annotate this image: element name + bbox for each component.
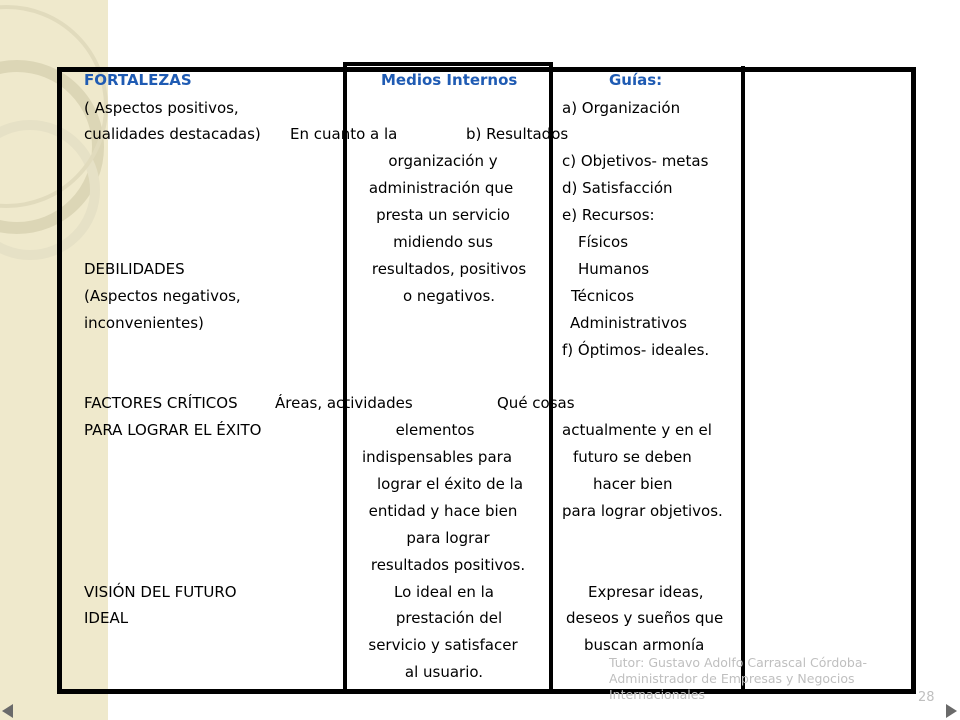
triangle-left-icon[interactable] [2, 704, 13, 718]
page-number: 28 [918, 690, 935, 705]
guide-item: b) Resultados [466, 125, 569, 143]
critical-factors-title-2: PARA LOGRAR EL ÉXITO [84, 421, 262, 439]
vision-right-line: Expresar ideas, [588, 583, 704, 601]
strengths-line-1: ( Aspectos positivos, [84, 99, 239, 117]
column-divider-3 [741, 66, 745, 689]
critical-middle-line: para lograr [406, 529, 490, 547]
critical-right-line: para lograr objetivos. [562, 502, 723, 520]
column-top-border [343, 62, 553, 66]
strengths-line-2: cualidades destacadas) [84, 125, 261, 143]
critical-middle-line: resultados positivos. [370, 556, 526, 574]
critical-factors-title-1: FACTORES CRÍTICOS [84, 394, 238, 412]
internal-means-line: administración que [368, 179, 514, 197]
critical-right-line: hacer bien [593, 475, 673, 493]
internal-means-line: o negativos. [402, 287, 496, 305]
vision-title-2: IDEAL [84, 609, 129, 627]
regarding-text: En cuanto a la [290, 125, 398, 143]
guide-item: e) Recursos: [562, 206, 655, 224]
weaknesses-title: DEBILIDADES [84, 260, 185, 278]
critical-middle-line: lograr el éxito de la [376, 475, 524, 493]
guide-item: d) Satisfacción [562, 179, 673, 197]
critical-right-line: actualmente y en el [562, 421, 712, 439]
critical-middle-line: elementos [395, 421, 475, 439]
guide-item: a) Organización [562, 99, 681, 117]
internal-means-line: organización y [388, 152, 498, 170]
critical-right-line: Qué cosas [497, 394, 575, 412]
vision-middle-line: servicio y satisfacer [368, 636, 518, 654]
internal-means-line: midiendo sus [393, 233, 493, 251]
critical-right-line: futuro se deben [573, 448, 692, 466]
internal-means-line: presta un servicio [376, 206, 510, 224]
header-strengths: FORTALEZAS [84, 71, 192, 89]
guide-item: Administrativos [570, 314, 687, 332]
weaknesses-line-2: inconvenientes) [84, 314, 204, 332]
internal-means-line: resultados, positivos [371, 260, 527, 278]
vision-middle-line: prestación del [395, 609, 503, 627]
triangle-right-icon[interactable] [946, 704, 957, 718]
guide-item: c) Objetivos- metas [562, 152, 709, 170]
header-guides: Guías: [609, 71, 663, 89]
vision-right-line: buscan armonía [584, 636, 705, 654]
footer-credit: Tutor: Gustavo Adolfo Carrascal Córdoba- Administrador de Empresas y Negocios Internacionales [609, 655, 868, 702]
critical-factors-areas: Áreas, actividades [275, 394, 413, 412]
weaknesses-line-1: (Aspectos negativos, [84, 287, 241, 305]
guide-item: f) Óptimos- ideales. [562, 341, 710, 359]
guide-item: Físicos [578, 233, 629, 251]
vision-middle-line: al usuario. [404, 663, 484, 681]
vision-title-1: VISIÓN DEL FUTURO [84, 583, 237, 601]
vision-right-line: deseos y sueños que [566, 609, 724, 627]
header-internal-means: Medios Internos [381, 71, 518, 89]
guide-item: Técnicos [571, 287, 635, 305]
column-divider-1 [343, 66, 347, 689]
vision-middle-line: Lo ideal en la [394, 583, 494, 601]
guide-item: Humanos [578, 260, 650, 278]
column-divider-2 [549, 66, 553, 689]
critical-middle-line: entidad y hace bien [368, 502, 518, 520]
critical-middle-line: indispensables para [361, 448, 513, 466]
